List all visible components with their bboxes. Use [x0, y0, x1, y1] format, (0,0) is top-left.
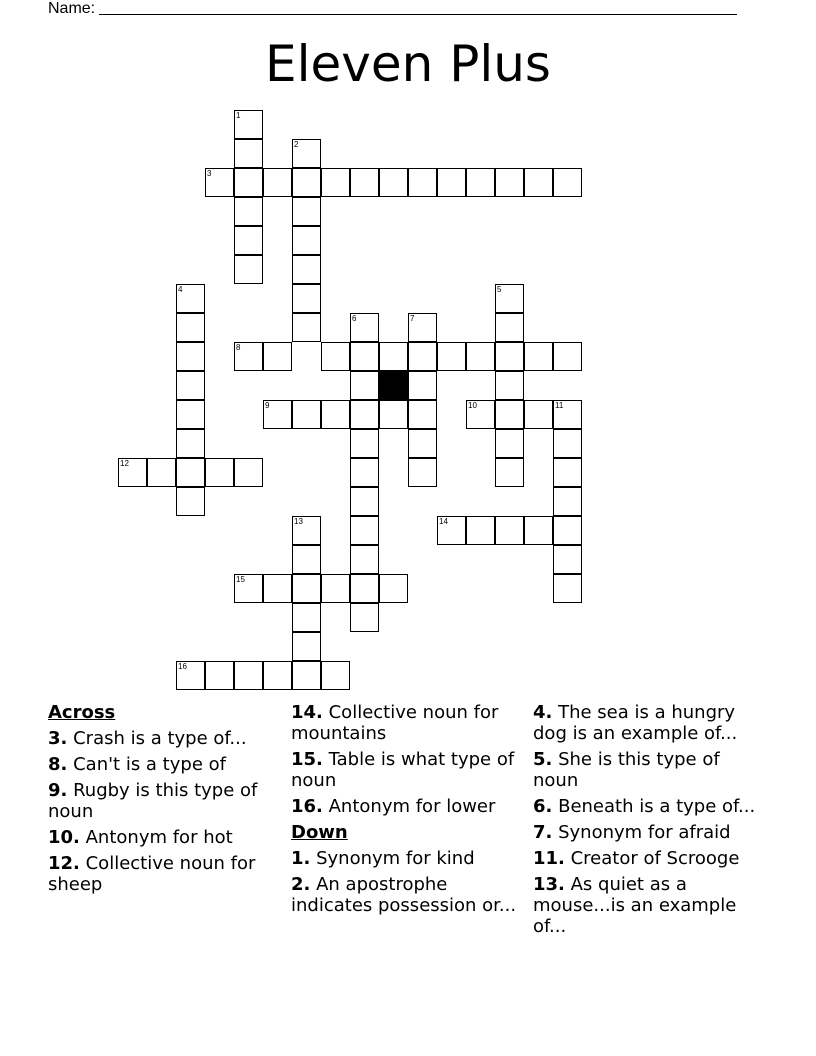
clue-number-label: 16.: [291, 796, 323, 817]
grid-cell[interactable]: [495, 429, 524, 458]
clue-column-1: [48, 702, 278, 900]
grid-cell[interactable]: [495, 284, 524, 313]
grid-cell[interactable]: [379, 574, 408, 603]
clue-number: 11: [555, 401, 564, 410]
grid-cell[interactable]: [263, 574, 292, 603]
grid-cell[interactable]: [350, 603, 379, 632]
clue-number-label: 7.: [533, 822, 553, 843]
clue-text: Creator of Scrooge: [564, 848, 740, 869]
clue-text: Synonym for kind: [310, 848, 475, 869]
clue-number: 4: [178, 285, 183, 294]
clue-text: Synonym for afraid: [552, 822, 731, 843]
grid-cell[interactable]: [292, 661, 321, 690]
grid-cell[interactable]: [234, 574, 263, 603]
grid-cell[interactable]: [292, 168, 321, 197]
grid-cell[interactable]: [292, 545, 321, 574]
grid-cell[interactable]: [205, 661, 234, 690]
grid-cell[interactable]: [379, 342, 408, 371]
grid-cell[interactable]: [350, 429, 379, 458]
grid-cell[interactable]: [437, 516, 466, 545]
clue-column-3: [533, 702, 763, 942]
grid-cell[interactable]: [408, 429, 437, 458]
grid-cell[interactable]: [408, 313, 437, 342]
grid-cell[interactable]: [553, 516, 582, 545]
grid-cell[interactable]: [321, 342, 350, 371]
grid-cell[interactable]: [350, 458, 379, 487]
clue-number-label: 5.: [533, 749, 553, 770]
grid-cell[interactable]: [234, 139, 263, 168]
black-cell: [379, 371, 408, 400]
grid-cell[interactable]: [495, 313, 524, 342]
clue-text: Antonym for lower: [322, 796, 496, 817]
clue-item: [533, 874, 763, 937]
grid-cell[interactable]: [234, 226, 263, 255]
clue-item: [291, 702, 521, 744]
grid-cell[interactable]: [553, 487, 582, 516]
grid-cell[interactable]: [176, 284, 205, 313]
grid-cell[interactable]: [263, 661, 292, 690]
grid-cell[interactable]: [524, 516, 553, 545]
grid-cell[interactable]: [176, 400, 205, 429]
grid-cell[interactable]: [176, 458, 205, 487]
clue-number-label: 1.: [291, 848, 311, 869]
grid-cell[interactable]: [176, 661, 205, 690]
grid-cell[interactable]: [147, 458, 176, 487]
grid-cell[interactable]: [292, 284, 321, 313]
grid-cell[interactable]: [350, 487, 379, 516]
grid-cell[interactable]: [524, 342, 553, 371]
grid-cell[interactable]: [234, 661, 263, 690]
clue-number-label: 12.: [48, 853, 80, 874]
clue-number-label: 2.: [291, 874, 311, 895]
grid-cell[interactable]: [495, 371, 524, 400]
grid-cell[interactable]: [176, 313, 205, 342]
clue-item: [291, 796, 521, 817]
clue-number: 9: [265, 401, 270, 410]
grid-cell[interactable]: [321, 574, 350, 603]
clue-number-label: 3.: [48, 728, 68, 749]
grid-cell[interactable]: [205, 168, 234, 197]
page-title: Eleven Plus: [265, 35, 551, 93]
grid-cell[interactable]: [292, 197, 321, 226]
grid-cell[interactable]: [292, 139, 321, 168]
grid-cell[interactable]: [553, 574, 582, 603]
grid-cell[interactable]: [408, 168, 437, 197]
clue-text: An apostrophe indicates possession or...: [291, 874, 517, 916]
grid-cell[interactable]: [234, 168, 263, 197]
clue-number: 15: [236, 575, 245, 584]
clue-text: The sea is a hungry dog is an example of...: [533, 702, 738, 744]
grid-cell[interactable]: [553, 168, 582, 197]
clue-item: [533, 749, 763, 791]
clue-text: Antonym for hot: [79, 827, 233, 848]
grid-cell[interactable]: [437, 342, 466, 371]
clue-number: 6: [352, 314, 357, 323]
clue-text: Table is what type of noun: [291, 749, 515, 791]
clue-column-2: [291, 702, 521, 921]
grid-cell[interactable]: [495, 400, 524, 429]
clue-number-label: 10.: [48, 827, 80, 848]
clue-number: 8: [236, 343, 241, 352]
grid-cell[interactable]: [176, 429, 205, 458]
grid-cell[interactable]: [350, 545, 379, 574]
clue-number-label: 11.: [533, 848, 565, 869]
clue-text: As quiet as a mouse...is an example of...: [533, 874, 737, 937]
grid-cell[interactable]: [292, 516, 321, 545]
grid-cell[interactable]: [379, 400, 408, 429]
grid-cell[interactable]: [524, 400, 553, 429]
clue-number: 7: [410, 314, 415, 323]
grid-cell[interactable]: [234, 255, 263, 284]
grid-cell[interactable]: [292, 226, 321, 255]
clue-text: Beneath is a type of...: [552, 796, 756, 817]
clue-item: [291, 749, 521, 791]
grid-cell[interactable]: [292, 255, 321, 284]
clue-item: [48, 754, 278, 775]
grid-cell[interactable]: [553, 458, 582, 487]
grid-cell[interactable]: [437, 168, 466, 197]
grid-cell[interactable]: [553, 545, 582, 574]
grid-cell[interactable]: [466, 400, 495, 429]
grid-cell[interactable]: [553, 342, 582, 371]
name-label: Name:: [48, 0, 96, 17]
grid-cell[interactable]: [176, 342, 205, 371]
clue-number-label: 4.: [533, 702, 553, 723]
grid-cell[interactable]: [176, 371, 205, 400]
grid-cell[interactable]: [321, 661, 350, 690]
clue-text: Rugby is this type of noun: [48, 780, 258, 822]
grid-cell[interactable]: [408, 458, 437, 487]
grid-cell[interactable]: [321, 400, 350, 429]
grid-cell[interactable]: [321, 168, 350, 197]
clue-number: 5: [497, 285, 502, 294]
clue-item: [533, 702, 763, 744]
grid-cell[interactable]: [292, 574, 321, 603]
clue-number: 12: [120, 459, 129, 468]
clue-item: [533, 822, 763, 843]
grid-cell[interactable]: [292, 313, 321, 342]
grid-cell[interactable]: [466, 168, 495, 197]
clue-number: 1: [236, 111, 241, 120]
grid-cell[interactable]: [263, 342, 292, 371]
clue-number-label: 14.: [291, 702, 323, 723]
clue-number: 14: [439, 517, 448, 526]
clue-item: [48, 728, 278, 749]
grid-cell[interactable]: [263, 400, 292, 429]
grid-cell[interactable]: [350, 574, 379, 603]
clue-item: [533, 796, 763, 817]
grid-cell[interactable]: [292, 632, 321, 661]
grid-cell[interactable]: [466, 516, 495, 545]
grid-cell[interactable]: [408, 342, 437, 371]
grid-cell[interactable]: [495, 342, 524, 371]
grid-cell[interactable]: [118, 458, 147, 487]
clue-number: 3: [207, 169, 212, 178]
clue-text: Crash is a type of...: [67, 728, 247, 749]
grid-cell[interactable]: [553, 429, 582, 458]
grid-cell[interactable]: [495, 168, 524, 197]
grid-cell[interactable]: [466, 342, 495, 371]
clue-text: Collective noun for mountains: [291, 702, 499, 744]
clue-number: 10: [468, 401, 477, 410]
clue-text: Collective noun for sheep: [48, 853, 256, 895]
grid-cell[interactable]: [408, 371, 437, 400]
grid-cell[interactable]: [234, 197, 263, 226]
grid-cell[interactable]: [350, 516, 379, 545]
grid-cell[interactable]: [553, 400, 582, 429]
clue-text: Can't is a type of: [67, 754, 226, 775]
clue-item: [48, 853, 278, 895]
clue-item: [48, 827, 278, 848]
clue-number-label: 8.: [48, 754, 68, 775]
clue-item: [533, 848, 763, 869]
clue-number-label: 9.: [48, 780, 68, 801]
grid-cell[interactable]: [408, 400, 437, 429]
grid-cell[interactable]: [495, 516, 524, 545]
grid-cell[interactable]: [350, 342, 379, 371]
grid-cell[interactable]: [292, 400, 321, 429]
clue-item: [291, 874, 521, 916]
grid-cell[interactable]: [495, 458, 524, 487]
grid-cell[interactable]: [176, 487, 205, 516]
grid-cell[interactable]: [350, 168, 379, 197]
grid-cell[interactable]: [524, 168, 553, 197]
clue-text: She is this type of noun: [533, 749, 720, 791]
grid-cell[interactable]: [350, 313, 379, 342]
clue-number-label: 15.: [291, 749, 323, 770]
grid-cell[interactable]: [292, 603, 321, 632]
grid-cell[interactable]: [205, 458, 234, 487]
across-heading: Across: [48, 702, 116, 723]
grid-cell[interactable]: [234, 110, 263, 139]
clue-item: [291, 848, 521, 869]
clue-number: 13: [294, 517, 303, 526]
clue-number: 2: [294, 140, 299, 149]
grid-cell[interactable]: [234, 458, 263, 487]
down-heading: Down: [291, 822, 348, 843]
grid-cell[interactable]: [350, 400, 379, 429]
clue-number-label: 13.: [533, 874, 565, 895]
grid-cell[interactable]: [379, 168, 408, 197]
grid-cell[interactable]: [234, 342, 263, 371]
clue-number: 16: [178, 662, 187, 671]
clue-number-label: 6.: [533, 796, 553, 817]
grid-cell[interactable]: [350, 371, 379, 400]
clue-item: [48, 780, 278, 822]
grid-cell[interactable]: [263, 168, 292, 197]
